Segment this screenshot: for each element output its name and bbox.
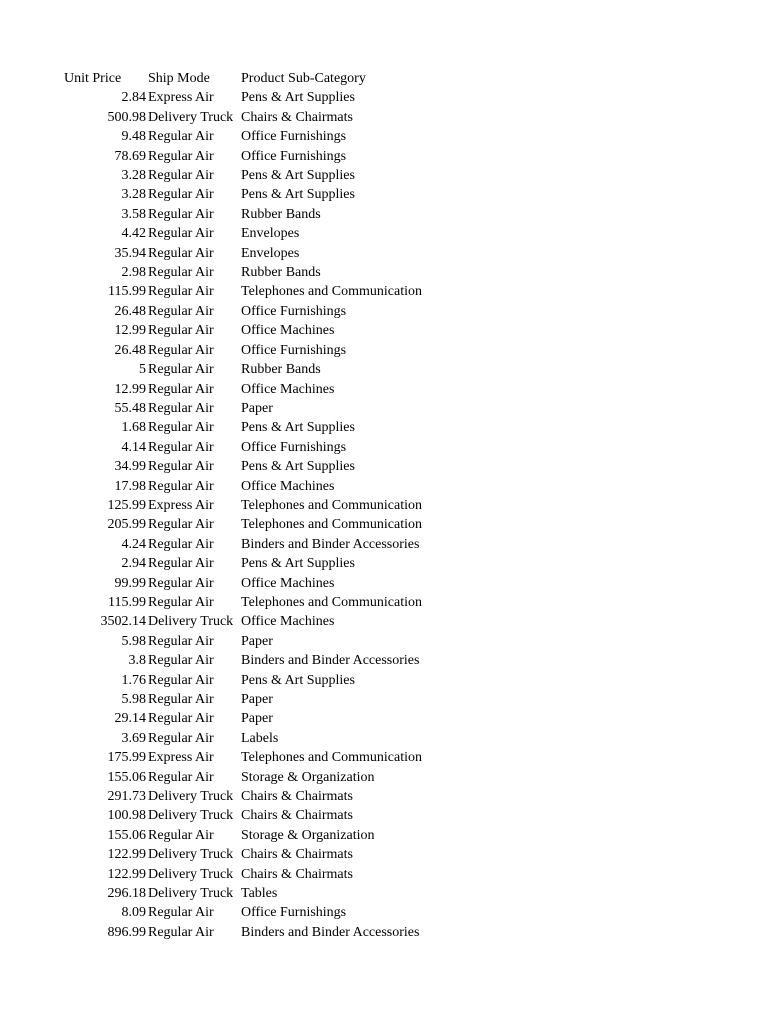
sub-category-cell: Office Furnishings <box>241 905 347 921</box>
table-row <box>0 399 501 418</box>
ship-mode-cell: Express Air <box>148 497 214 513</box>
table-row <box>0 748 501 767</box>
ship-mode-cell: Regular Air <box>148 284 214 300</box>
table-row <box>0 244 501 263</box>
table-row <box>0 787 501 806</box>
table-row <box>0 477 501 496</box>
ship-mode-cell: Regular Air <box>148 168 214 184</box>
table-row <box>0 768 501 787</box>
table-row <box>0 535 501 554</box>
table-row <box>0 709 501 728</box>
ship-mode-cell: Regular Air <box>148 924 214 940</box>
ship-mode-cell: Regular Air <box>148 536 214 552</box>
unit-price-cell: 500.98 <box>107 109 146 125</box>
unit-price-cell: 4.14 <box>121 439 146 455</box>
table-row <box>0 166 501 185</box>
sub-category-cell: Binders and Binder Accessories <box>241 924 420 940</box>
sub-category-cell: Chairs & Chairmats <box>241 847 353 863</box>
ship-mode-cell: Regular Air <box>148 730 214 746</box>
sub-category-cell: Chairs & Chairmats <box>241 808 353 824</box>
table-row <box>0 457 501 476</box>
sub-category-cell: Office Machines <box>241 575 335 591</box>
sub-category-cell: Pens & Art Supplies <box>241 420 355 436</box>
sub-category-cell: Storage & Organization <box>241 769 375 785</box>
sub-category-cell: Rubber Bands <box>241 362 321 378</box>
unit-price-cell: 34.99 <box>114 459 146 475</box>
ship-mode-cell: Regular Air <box>148 362 214 378</box>
table-row <box>0 321 501 340</box>
sub-category-cell: Telephones and Communication <box>241 284 422 300</box>
table-row <box>0 302 501 321</box>
table-row <box>0 341 501 360</box>
header-ship-mode: Ship Mode <box>148 71 210 86</box>
ship-mode-cell: Regular Air <box>148 439 214 455</box>
unit-price-cell: 1.68 <box>121 420 146 436</box>
ship-mode-cell: Regular Air <box>148 420 214 436</box>
sub-category-cell: Tables <box>241 886 278 902</box>
unit-price-cell: 896.99 <box>107 924 146 940</box>
sub-category-cell: Telephones and Communication <box>241 750 422 766</box>
ship-mode-cell: Regular Air <box>148 265 214 281</box>
unit-price-cell: 12.99 <box>114 381 146 397</box>
ship-mode-cell: Regular Air <box>148 556 214 572</box>
sub-category-cell: Pens & Art Supplies <box>241 556 355 572</box>
unit-price-cell: 155.06 <box>107 769 146 785</box>
table-row <box>0 690 501 709</box>
table-row <box>0 554 501 573</box>
unit-price-cell: 2.98 <box>121 265 146 281</box>
unit-price-cell: 4.24 <box>121 536 146 552</box>
table-row <box>0 380 501 399</box>
ship-mode-cell: Regular Air <box>148 226 214 242</box>
ship-mode-cell: Regular Air <box>148 148 214 164</box>
sub-category-cell: Paper <box>241 692 273 707</box>
sub-category-cell: Labels <box>241 730 279 746</box>
unit-price-cell: 1.76 <box>121 672 146 688</box>
unit-price-cell: 115.99 <box>108 594 146 610</box>
ship-mode-cell: Regular Air <box>148 711 214 727</box>
ship-mode-cell: Regular Air <box>148 129 214 145</box>
ship-mode-cell: Regular Air <box>148 594 214 610</box>
unit-price-cell: 2.94 <box>121 556 146 572</box>
sub-category-cell: Telephones and Communication <box>241 497 422 513</box>
unit-price-cell: 55.48 <box>114 400 146 416</box>
table-row <box>0 903 501 922</box>
unit-price-cell: 8.09 <box>121 905 146 921</box>
table-row <box>0 632 501 651</box>
sub-category-cell: Office Machines <box>241 381 335 397</box>
unit-price-cell: 5.98 <box>121 633 146 649</box>
table-row <box>0 845 501 864</box>
ship-mode-cell: Regular Air <box>148 245 214 261</box>
ship-mode-cell: Regular Air <box>148 187 214 203</box>
sub-category-cell: Chairs & Chairmats <box>241 866 353 882</box>
table-row <box>0 263 501 282</box>
unit-price-cell: 2.84 <box>121 90 146 106</box>
sub-category-cell: Office Machines <box>241 614 335 630</box>
ship-mode-cell: Regular Air <box>148 653 214 669</box>
sub-category-cell: Office Furnishings <box>241 129 347 145</box>
sub-category-cell: Binders and Binder Accessories <box>241 536 420 552</box>
table-row <box>0 282 501 301</box>
ship-mode-cell: Delivery Truck <box>148 109 234 125</box>
ship-mode-cell: Regular Air <box>148 905 214 921</box>
sub-category-cell: Paper <box>241 400 273 416</box>
ship-mode-cell: Regular Air <box>148 381 214 397</box>
sub-category-cell: Office Furnishings <box>241 439 347 455</box>
table-row <box>0 884 501 903</box>
unit-price-cell: 4.42 <box>121 226 146 242</box>
ship-mode-cell: Express Air <box>148 750 214 766</box>
table-row <box>0 418 501 437</box>
table-row <box>0 515 501 534</box>
ship-mode-cell: Regular Air <box>148 206 214 222</box>
sub-category-cell: Pens & Art Supplies <box>241 672 355 688</box>
sub-category-cell: Office Machines <box>241 323 335 339</box>
sub-category-cell: Pens & Art Supplies <box>241 187 355 203</box>
table-row <box>0 88 501 107</box>
unit-price-cell: 35.94 <box>114 245 146 261</box>
sub-category-cell: Pens & Art Supplies <box>241 90 355 106</box>
table-row <box>0 826 501 845</box>
table-row <box>0 438 501 457</box>
unit-price-cell: 175.99 <box>107 750 146 766</box>
ship-mode-cell: Delivery Truck <box>148 886 234 902</box>
ship-mode-cell: Delivery Truck <box>148 808 234 824</box>
sub-category-cell: Binders and Binder Accessories <box>241 653 420 669</box>
ship-mode-cell: Regular Air <box>148 303 214 319</box>
unit-price-cell: 205.99 <box>107 517 146 533</box>
unit-price-cell: 3.28 <box>121 168 146 184</box>
table-row <box>0 185 501 204</box>
table-row <box>0 806 501 825</box>
table-row <box>0 496 501 515</box>
sub-category-cell: Office Furnishings <box>241 148 347 164</box>
ship-mode-cell: Regular Air <box>148 517 214 533</box>
header-product-sub-category: Product Sub-Category <box>241 71 366 86</box>
unit-price-cell: 5 <box>139 362 146 378</box>
unit-price-cell: 115.99 <box>108 284 146 300</box>
ship-mode-cell: Regular Air <box>148 692 214 707</box>
sub-category-cell: Office Furnishings <box>241 303 347 319</box>
unit-price-cell: 3.69 <box>121 730 146 746</box>
table-row <box>0 865 501 884</box>
sub-category-cell: Chairs & Chairmats <box>241 789 353 805</box>
ship-mode-cell: Delivery Truck <box>148 866 234 882</box>
table-row <box>0 127 501 146</box>
unit-price-cell: 122.99 <box>107 866 146 882</box>
ship-mode-cell: Regular Air <box>148 672 214 688</box>
sub-category-cell: Paper <box>241 633 273 649</box>
table-row <box>0 205 501 224</box>
ship-mode-cell: Regular Air <box>148 323 214 339</box>
unit-price-cell: 17.98 <box>114 478 146 494</box>
unit-price-cell: 26.48 <box>114 303 146 319</box>
ship-mode-cell: Regular Air <box>148 633 214 649</box>
unit-price-cell: 122.99 <box>107 847 146 863</box>
ship-mode-cell: Delivery Truck <box>148 789 234 805</box>
sub-category-cell: Pens & Art Supplies <box>241 459 355 475</box>
sub-category-cell: Telephones and Communication <box>241 517 422 533</box>
unit-price-cell: 100.98 <box>107 808 146 824</box>
unit-price-cell: 29.14 <box>114 711 146 727</box>
table-row <box>0 108 501 127</box>
ship-mode-cell: Regular Air <box>148 827 214 843</box>
table-row <box>0 224 501 243</box>
sub-category-cell: Pens & Art Supplies <box>241 168 355 184</box>
sub-category-cell: Rubber Bands <box>241 265 321 281</box>
unit-price-cell: 3.8 <box>128 653 146 669</box>
ship-mode-cell: Regular Air <box>148 478 214 494</box>
table-row <box>0 147 501 166</box>
ship-mode-cell: Delivery Truck <box>148 614 234 630</box>
table-row <box>0 593 501 612</box>
table-row <box>0 729 501 748</box>
sub-category-cell: Envelopes <box>241 245 300 261</box>
data-table <box>0 69 501 942</box>
sub-category-cell: Office Machines <box>241 478 335 494</box>
unit-price-cell: 296.18 <box>107 886 146 902</box>
unit-price-cell: 3502.14 <box>100 614 146 630</box>
unit-price-cell: 99.99 <box>114 575 146 591</box>
sub-category-cell: Chairs & Chairmats <box>241 109 353 125</box>
table-row <box>0 923 501 942</box>
sub-category-cell: Rubber Bands <box>241 206 321 222</box>
table-row <box>0 651 501 670</box>
ship-mode-cell: Regular Air <box>148 575 214 591</box>
header-unit-price: Unit Price <box>64 71 122 86</box>
ship-mode-cell: Express Air <box>148 90 214 106</box>
ship-mode-cell: Regular Air <box>148 769 214 785</box>
table-row <box>0 360 501 379</box>
unit-price-cell: 78.69 <box>114 148 146 164</box>
table-row <box>0 574 501 593</box>
unit-price-cell: 9.48 <box>121 129 146 145</box>
sub-category-cell: Paper <box>241 711 273 727</box>
ship-mode-cell: Regular Air <box>148 459 214 475</box>
header-row <box>0 69 501 88</box>
ship-mode-cell: Regular Air <box>148 342 214 358</box>
unit-price-cell: 3.58 <box>121 206 146 222</box>
table-row <box>0 612 501 631</box>
unit-price-cell: 12.99 <box>114 323 146 339</box>
ship-mode-cell: Delivery Truck <box>148 847 234 863</box>
ship-mode-cell: Regular Air <box>148 400 214 416</box>
unit-price-cell: 125.99 <box>107 497 146 513</box>
sub-category-cell: Telephones and Communication <box>241 594 422 610</box>
unit-price-cell: 5.98 <box>121 692 146 707</box>
unit-price-cell: 291.73 <box>107 789 146 805</box>
unit-price-cell: 26.48 <box>114 342 146 358</box>
sub-category-cell: Storage & Organization <box>241 827 375 843</box>
spreadsheet <box>0 69 768 942</box>
table-body <box>0 88 501 942</box>
table-row <box>0 671 501 690</box>
unit-price-cell: 155.06 <box>107 827 146 843</box>
sub-category-cell: Office Furnishings <box>241 342 347 358</box>
sub-category-cell: Envelopes <box>241 226 300 242</box>
unit-price-cell: 3.28 <box>121 187 146 203</box>
